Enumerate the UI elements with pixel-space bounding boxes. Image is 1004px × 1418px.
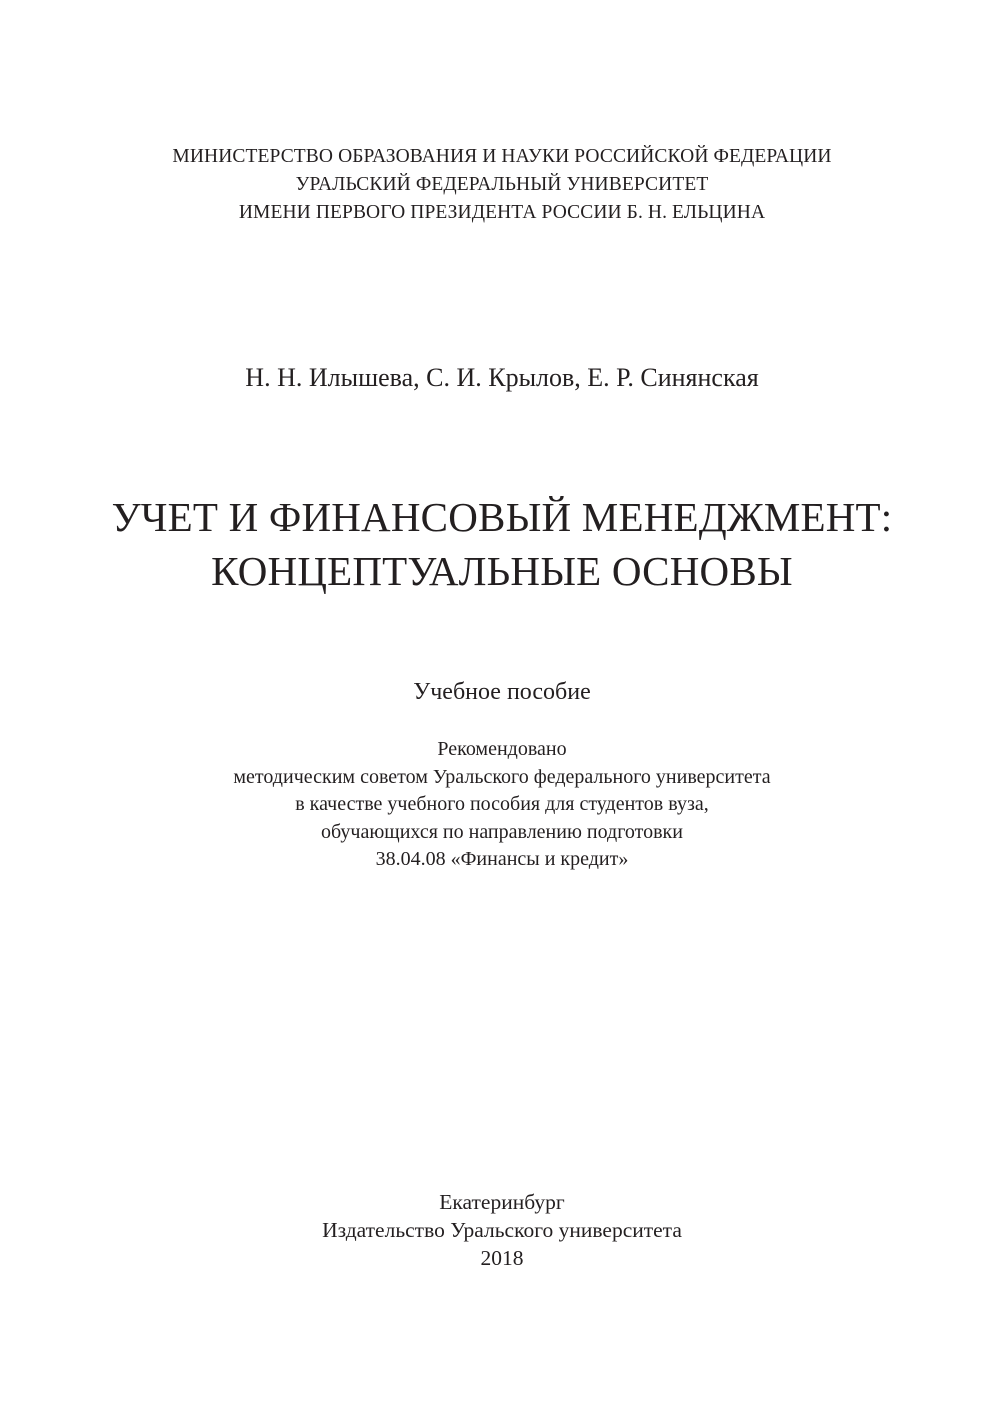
imprint bbox=[0, 1188, 1004, 1272]
book-title-line-1: УЧЕТ И ФИНАНСОВЫЙ МЕНЕДЖМЕНТ: bbox=[111, 494, 893, 540]
recommendation-line: 38.04.08 «Финансы и кредит» bbox=[375, 848, 629, 870]
header-line-ministry: МИНИСТЕРСТВО ОБРАЗОВАНИЯ И НАУКИ РОССИЙСКОЙ ФЕДЕРАЦИИ bbox=[172, 146, 832, 167]
book-title-line-2: КОНЦЕПТУАЛЬНЫЕ ОСНОВЫ bbox=[211, 548, 793, 594]
imprint-publisher: Издательство Уральского университета bbox=[322, 1218, 682, 1242]
book-type-label: Учебное пособие bbox=[413, 679, 591, 705]
book-title bbox=[0, 490, 1004, 598]
imprint-city: Екатеринбург bbox=[439, 1190, 565, 1214]
authors-line: Н. Н. Илышева, С. И. Крылов, Е. Р. Синянская bbox=[245, 363, 759, 392]
recommendation bbox=[0, 736, 1004, 874]
recommendation-line: Рекомендовано bbox=[437, 738, 567, 760]
authors bbox=[0, 361, 1004, 395]
ministry-header bbox=[0, 143, 1004, 227]
recommendation-line: обучающихся по направлению подготовки bbox=[321, 820, 683, 843]
imprint-year: 2018 bbox=[480, 1246, 524, 1270]
recommendation-line: в качестве учебного пособия для студентов вуза, bbox=[295, 793, 709, 815]
header-line-university: УРАЛЬСКИЙ ФЕДЕРАЛЬНЫЙ УНИВЕРСИТЕТ bbox=[295, 174, 709, 195]
recommendation-line: методическим советом Уральского федерального университета bbox=[233, 765, 771, 788]
book-type bbox=[0, 676, 1004, 708]
header-line-named-after: ИМЕНИ ПЕРВОГО ПРЕЗИДЕНТА РОССИИ Б. Н. ЕЛЬЦИНА bbox=[238, 202, 766, 223]
